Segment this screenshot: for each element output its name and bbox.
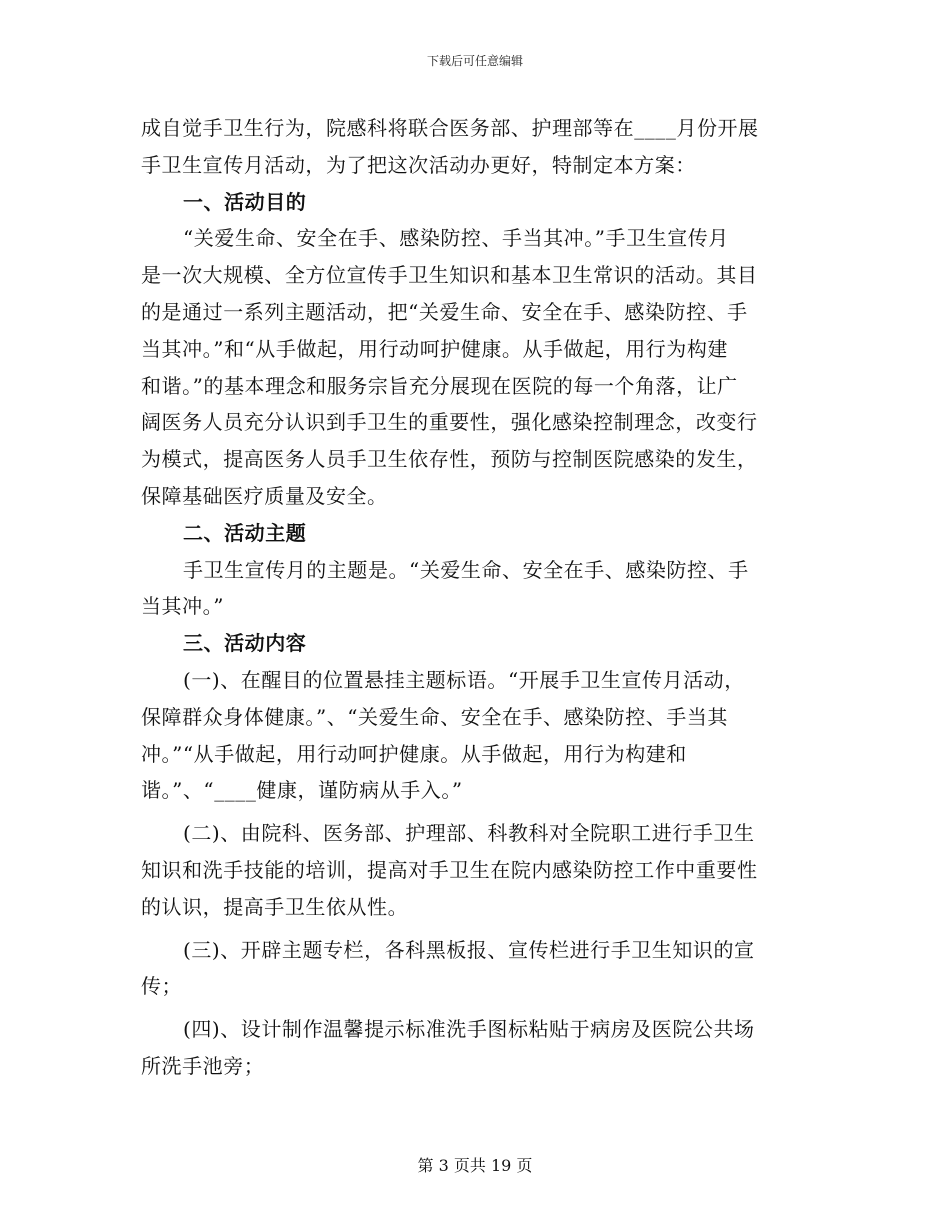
paragraph-line: 手卫生宣传月活动，为了把这次活动办更好，特制定本方案： <box>141 152 696 177</box>
paragraph-line: 手卫生宣传月的主题是。“关爱生命、安全在手、感染防控、手 <box>183 557 749 582</box>
section-heading-purpose: 一、活动目的 <box>183 189 307 214</box>
paragraph-line: 知识和洗手技能的培训，提高对手卫生在院内感染防控工作中重要性 <box>141 857 758 882</box>
paragraph-line: 成自觉手卫生行为，院感科将联合医务部、护理部等在____月份开展 <box>141 116 759 140</box>
paragraph-line: (四)、设计制作温馨提示标准洗手图标粘贴于病房及医院公共场 <box>183 1017 755 1042</box>
paragraph-line: (三)、开辟主题专栏，各科黑板报、宣传栏进行手卫生知识的宣 <box>183 937 755 962</box>
paragraph-line: 当其冲。”和“从手做起，用行动呵护健康。从手做起，用行为构建 <box>141 336 728 361</box>
paragraph-line: 是一次大规模、全方位宣传手卫生知识和基本卫生常识的活动。其目 <box>141 263 758 288</box>
paragraph-line: (二)、由院科、医务部、护理部、科教科对全院职工进行手卫生 <box>183 821 755 846</box>
paragraph-line: 所洗手池旁； <box>141 1053 265 1078</box>
paragraph-line: (一)、在醒目的位置悬挂主题标语。“开展手卫生宣传月活动， <box>183 667 745 692</box>
paragraph-line: 和谐。”的基本理念和服务宗旨充分展现在医院的每一个角落，让广 <box>141 373 738 398</box>
page-header: 下载后可任意编辑 <box>426 54 523 68</box>
paragraph-line: 保障群众身体健康。”、“关爱生命、安全在手、感染防控、手当其 <box>141 704 728 729</box>
paragraph-line: 当其冲。” <box>141 594 224 619</box>
paragraph-line: 的认识，提高手卫生依从性。 <box>141 894 409 919</box>
paragraph-line: “关爱生命、安全在手、感染防控、手当其冲。”手卫生宣传月 <box>183 226 729 251</box>
page-footer: 第 3 页共 19 页 <box>417 1156 533 1175</box>
paragraph-line: 传； <box>141 974 183 999</box>
section-heading-content: 三、活动内容 <box>183 631 307 656</box>
paragraph-line: 为模式，提高医务人员手卫生依存性，预防与控制医院感染的发生， <box>141 447 758 472</box>
document-body <box>141 110 801 1085</box>
section-heading-theme: 二、活动主题 <box>183 520 307 545</box>
paragraph-line: 谐。”、“____健康，谨防病从手入。” <box>141 778 463 803</box>
paragraph-line: 阔医务人员充分认识到手卫生的重要性，强化感染控制理念，改变行 <box>141 410 758 435</box>
paragraph-line: 保障基础医疗质量及安全。 <box>141 483 388 508</box>
paragraph-line: 冲。”“从手做起，用行动呵护健康。从手做起，用行为构建和 <box>141 741 687 766</box>
paragraph-line: 的是通过一系列主题活动，把“关爱生命、安全在手、感染防控、手 <box>141 299 748 324</box>
